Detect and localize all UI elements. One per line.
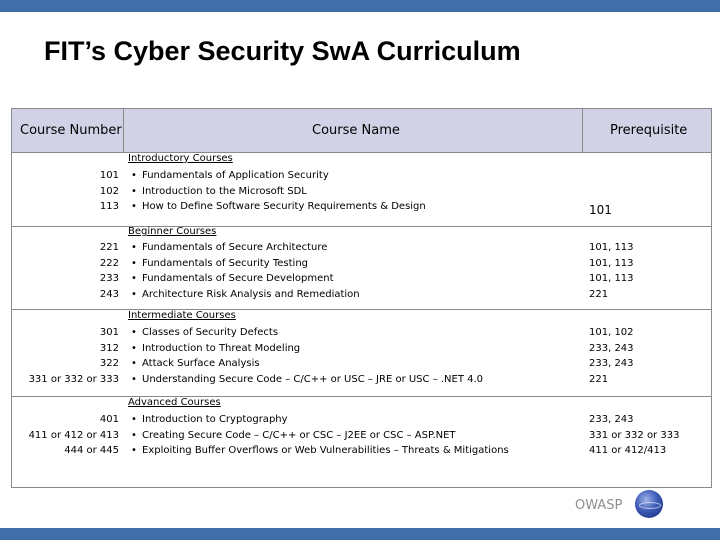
course-item xyxy=(131,256,308,272)
course-number: 322 xyxy=(99,358,119,369)
course-name: Attack Surface Analysis xyxy=(142,358,260,369)
course-item xyxy=(131,287,360,303)
course-name: Creating Secure Code – C/C++ or CSC – J2EE or CSC – ASP.NET xyxy=(142,429,456,441)
bullet-icon: • xyxy=(131,414,137,425)
course-item xyxy=(131,240,327,256)
bullet-icon: • xyxy=(131,429,137,441)
page-title: FIT’s Cyber Security SwA Curriculum xyxy=(44,36,521,66)
course-prerequisite: 101 xyxy=(589,203,612,217)
course-prerequisite: 233, 243 xyxy=(589,358,634,369)
section-title: Introductory Courses xyxy=(128,153,233,164)
bullet-icon: • xyxy=(131,201,137,212)
course-number: 102 xyxy=(99,185,119,197)
bullet-icon: • xyxy=(131,242,137,253)
bullet-icon: • xyxy=(131,342,137,354)
header-divider xyxy=(123,109,124,153)
course-number: 101 xyxy=(99,170,119,181)
course-number: 411 or 412 or 413 xyxy=(28,429,119,441)
course-item xyxy=(131,428,456,444)
course-prerequisite: 101, 102 xyxy=(589,327,634,338)
header-prerequisite: Prerequisite xyxy=(610,123,688,138)
course-name: Introduction to the Microsoft SDL xyxy=(142,185,307,197)
section-divider xyxy=(11,396,712,397)
table-header xyxy=(12,109,711,153)
course-name: Architecture Risk Analysis and Remediation xyxy=(142,288,360,300)
course-name: Understanding Secure Code – C/C++ or USC – JRE or USC – .NET 4.0 xyxy=(142,373,484,385)
course-item xyxy=(131,372,483,388)
course-name: Fundamentals of Secure Development xyxy=(142,273,334,284)
course-name: How to Define Software Security Requirements & Design xyxy=(142,201,426,212)
course-number: 401 xyxy=(99,414,119,425)
top-bar xyxy=(0,0,720,12)
bullet-icon: • xyxy=(131,185,137,197)
course-prerequisite: 411 or 412/413 xyxy=(589,445,667,456)
owasp-logo-text: OWASP xyxy=(575,498,623,513)
course-prerequisite: 221 xyxy=(589,288,609,300)
course-prerequisite: 101, 113 xyxy=(589,257,634,269)
course-number: 221 xyxy=(99,242,119,253)
bullet-icon: • xyxy=(131,170,137,181)
course-prerequisite: 331 or 332 or 333 xyxy=(589,429,680,441)
course-number: 444 or 445 xyxy=(64,445,119,456)
course-item xyxy=(131,443,509,459)
bullet-icon: • xyxy=(131,445,137,456)
course-item xyxy=(131,325,278,341)
course-name: Classes of Security Defects xyxy=(142,327,279,338)
course-number: 312 xyxy=(99,342,119,354)
header-divider xyxy=(582,109,583,153)
section-title: Advanced Courses xyxy=(128,397,221,408)
course-name: Exploiting Buffer Overflows or Web Vulnerabilities – Threats & Mitigations xyxy=(142,445,509,456)
course-number: 301 xyxy=(99,327,119,338)
course-name: Fundamentals of Secure Architecture xyxy=(142,242,328,253)
course-item xyxy=(131,356,260,372)
globe-icon xyxy=(635,490,663,518)
course-prerequisite: 233, 243 xyxy=(589,414,634,425)
course-item xyxy=(131,341,300,357)
section-title: Beginner Courses xyxy=(128,226,217,237)
course-number: 243 xyxy=(99,288,119,300)
course-number: 331 or 332 or 333 xyxy=(28,373,119,385)
bullet-icon: • xyxy=(131,373,137,385)
section-title: Intermediate Courses xyxy=(128,310,236,321)
course-number: 113 xyxy=(99,201,119,212)
course-prerequisite: 221 xyxy=(589,373,609,385)
course-item xyxy=(131,168,329,184)
course-item xyxy=(131,199,426,215)
course-name: Introduction to Cryptography xyxy=(142,414,288,425)
course-prerequisite: 101, 113 xyxy=(589,273,634,284)
course-item xyxy=(131,412,288,428)
bullet-icon: • xyxy=(131,288,137,300)
header-course-name: Course Name xyxy=(312,123,400,138)
header-course-number: Course Number xyxy=(20,123,122,138)
bottom-bar xyxy=(0,528,720,540)
course-number: 233 xyxy=(99,273,119,284)
course-prerequisite: 233, 243 xyxy=(589,342,634,354)
bullet-icon: • xyxy=(131,257,137,269)
course-name: Fundamentals of Application Security xyxy=(142,170,329,181)
bullet-icon: • xyxy=(131,273,137,284)
section-divider xyxy=(11,226,712,227)
section-divider xyxy=(11,309,712,310)
course-prerequisite: 101, 113 xyxy=(589,242,634,253)
bullet-icon: • xyxy=(131,327,137,338)
course-item xyxy=(131,271,334,287)
course-name: Fundamentals of Security Testing xyxy=(142,257,309,269)
course-name: Introduction to Threat Modeling xyxy=(142,342,301,354)
course-number: 222 xyxy=(99,257,119,269)
course-item xyxy=(131,184,307,200)
bullet-icon: • xyxy=(131,358,137,369)
